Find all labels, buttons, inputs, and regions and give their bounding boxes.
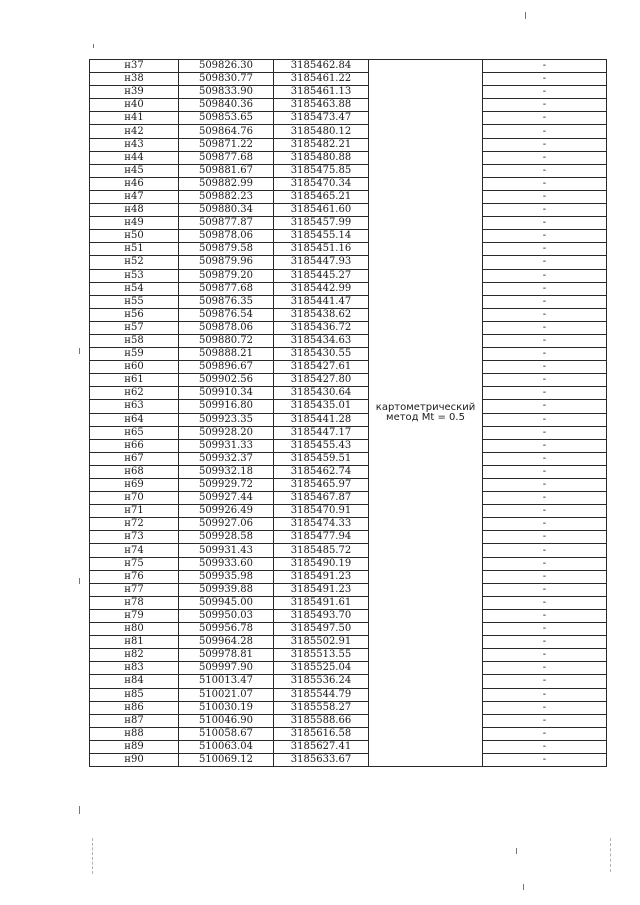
dash-cell: - — [483, 688, 607, 701]
point-id-cell: н50 — [90, 230, 179, 243]
method-line-1: картометрический — [375, 402, 476, 414]
x-coordinate-cell: 510058.67 — [179, 727, 274, 740]
x-coordinate-cell: 509876.35 — [179, 295, 274, 308]
point-id-cell: н51 — [90, 243, 179, 256]
table-row — [90, 675, 607, 688]
dash-cell: - — [483, 295, 607, 308]
dash-cell: - — [483, 649, 607, 662]
table-row — [90, 138, 607, 151]
table-row — [90, 479, 607, 492]
dash-cell: - — [483, 727, 607, 740]
dash-cell: - — [483, 439, 607, 452]
dash-cell: - — [483, 361, 607, 374]
scan-speck — [525, 12, 526, 19]
dash-cell: - — [483, 740, 607, 753]
table-row — [90, 321, 607, 334]
y-coordinate-cell: 3185470.34 — [274, 177, 369, 190]
x-coordinate-cell: 509880.34 — [179, 204, 274, 217]
x-coordinate-cell: 509877.68 — [179, 151, 274, 164]
y-coordinate-cell: 3185616.58 — [274, 727, 369, 740]
table-row — [90, 217, 607, 230]
x-coordinate-cell: 510030.19 — [179, 701, 274, 714]
point-id-cell: н73 — [90, 531, 179, 544]
x-coordinate-cell: 509928.20 — [179, 426, 274, 439]
x-coordinate-cell: 509931.33 — [179, 439, 274, 452]
dash-cell: - — [483, 465, 607, 478]
y-coordinate-cell: 3185441.47 — [274, 295, 369, 308]
dash-cell: - — [483, 479, 607, 492]
x-coordinate-cell: 509945.00 — [179, 596, 274, 609]
x-coordinate-cell: 509929.72 — [179, 479, 274, 492]
dash-cell: - — [483, 374, 607, 387]
x-coordinate-cell: 509896.67 — [179, 361, 274, 374]
point-id-cell: н66 — [90, 439, 179, 452]
point-id-cell: н83 — [90, 662, 179, 675]
y-coordinate-cell: 3185461.22 — [274, 73, 369, 86]
x-coordinate-cell: 509879.96 — [179, 256, 274, 269]
table-row — [90, 99, 607, 112]
x-coordinate-cell: 510021.07 — [179, 688, 274, 701]
point-id-cell: н72 — [90, 518, 179, 531]
point-id-cell: н54 — [90, 282, 179, 295]
point-id-cell: н88 — [90, 727, 179, 740]
dash-cell: - — [483, 609, 607, 622]
y-coordinate-cell: 3185455.14 — [274, 230, 369, 243]
y-coordinate-cell: 3185544.79 — [274, 688, 369, 701]
table-row — [90, 387, 607, 400]
x-coordinate-cell: 509881.67 — [179, 164, 274, 177]
table-row — [90, 190, 607, 203]
x-coordinate-cell: 509928.58 — [179, 531, 274, 544]
x-coordinate-cell: 509939.88 — [179, 583, 274, 596]
table-row — [90, 295, 607, 308]
coordinates-table-body — [90, 60, 607, 767]
point-id-cell: н70 — [90, 492, 179, 505]
point-id-cell: н37 — [90, 60, 179, 73]
point-id-cell: н46 — [90, 177, 179, 190]
dash-cell: - — [483, 190, 607, 203]
dash-cell: - — [483, 400, 607, 413]
y-coordinate-cell: 3185491.61 — [274, 596, 369, 609]
dash-cell: - — [483, 413, 607, 426]
dash-cell: - — [483, 596, 607, 609]
table-row — [90, 374, 607, 387]
table-row — [90, 636, 607, 649]
dash-cell: - — [483, 570, 607, 583]
x-coordinate-cell: 509853.65 — [179, 112, 274, 125]
point-id-cell: н80 — [90, 623, 179, 636]
y-coordinate-cell: 3185485.72 — [274, 544, 369, 557]
table-row — [90, 361, 607, 374]
point-id-cell: н90 — [90, 753, 179, 766]
x-coordinate-cell: 509880.72 — [179, 334, 274, 347]
table-row — [90, 701, 607, 714]
x-coordinate-cell: 509840.36 — [179, 99, 274, 112]
x-coordinate-cell: 509871.22 — [179, 138, 274, 151]
point-id-cell: н75 — [90, 557, 179, 570]
point-id-cell: н71 — [90, 505, 179, 518]
scan-speck — [79, 806, 80, 814]
y-coordinate-cell: 3185463.88 — [274, 99, 369, 112]
y-coordinate-cell: 3185462.74 — [274, 465, 369, 478]
dash-cell: - — [483, 86, 607, 99]
dash-cell: - — [483, 531, 607, 544]
y-coordinate-cell: 3185451.16 — [274, 243, 369, 256]
dash-cell: - — [483, 518, 607, 531]
table-row — [90, 256, 607, 269]
dash-cell: - — [483, 269, 607, 282]
point-id-cell: н69 — [90, 479, 179, 492]
y-coordinate-cell: 3185490.19 — [274, 557, 369, 570]
point-id-cell: н44 — [90, 151, 179, 164]
table-row — [90, 544, 607, 557]
x-coordinate-cell: 510069.12 — [179, 753, 274, 766]
table-row — [90, 125, 607, 138]
dash-cell: - — [483, 492, 607, 505]
y-coordinate-cell: 3185434.63 — [274, 334, 369, 347]
dash-cell: - — [483, 112, 607, 125]
dash-cell: - — [483, 321, 607, 334]
dash-cell: - — [483, 73, 607, 86]
y-coordinate-cell: 3185427.80 — [274, 374, 369, 387]
table-row — [90, 649, 607, 662]
dash-cell: - — [483, 348, 607, 361]
y-coordinate-cell: 3185475.85 — [274, 164, 369, 177]
scan-speck — [79, 348, 80, 354]
table-row — [90, 112, 607, 125]
y-coordinate-cell: 3185473.47 — [274, 112, 369, 125]
table-row — [90, 400, 607, 413]
x-coordinate-cell: 509931.43 — [179, 544, 274, 557]
dash-cell: - — [483, 230, 607, 243]
point-id-cell: н52 — [90, 256, 179, 269]
dash-cell: - — [483, 662, 607, 675]
dash-cell: - — [483, 243, 607, 256]
x-coordinate-cell: 509927.44 — [179, 492, 274, 505]
x-coordinate-cell: 509877.68 — [179, 282, 274, 295]
x-coordinate-cell: 509964.28 — [179, 636, 274, 649]
point-id-cell: н82 — [90, 649, 179, 662]
x-coordinate-cell: 509932.18 — [179, 465, 274, 478]
y-coordinate-cell: 3185502.91 — [274, 636, 369, 649]
point-id-cell: н39 — [90, 86, 179, 99]
dash-cell: - — [483, 204, 607, 217]
point-id-cell: н68 — [90, 465, 179, 478]
y-coordinate-cell: 3185430.64 — [274, 387, 369, 400]
y-coordinate-cell: 3185455.43 — [274, 439, 369, 452]
dash-cell: - — [483, 217, 607, 230]
table-row — [90, 596, 607, 609]
dash-cell: - — [483, 177, 607, 190]
point-id-cell: н78 — [90, 596, 179, 609]
y-coordinate-cell: 3185459.51 — [274, 452, 369, 465]
dash-cell: - — [483, 623, 607, 636]
table-row — [90, 662, 607, 675]
y-coordinate-cell: 3185436.72 — [274, 321, 369, 334]
table-row — [90, 609, 607, 622]
point-id-cell: н41 — [90, 112, 179, 125]
point-id-cell: н89 — [90, 740, 179, 753]
table-row — [90, 714, 607, 727]
x-coordinate-cell: 509950.03 — [179, 609, 274, 622]
point-id-cell: н55 — [90, 295, 179, 308]
y-coordinate-cell: 3185465.21 — [274, 190, 369, 203]
table-row — [90, 452, 607, 465]
table-row — [90, 177, 607, 190]
table-row — [90, 60, 607, 73]
dash-cell: - — [483, 164, 607, 177]
table-row — [90, 164, 607, 177]
x-coordinate-cell: 509833.90 — [179, 86, 274, 99]
x-coordinate-cell: 509878.06 — [179, 230, 274, 243]
table-row — [90, 465, 607, 478]
y-coordinate-cell: 3185497.50 — [274, 623, 369, 636]
x-coordinate-cell: 509902.56 — [179, 374, 274, 387]
x-coordinate-cell: 509978.81 — [179, 649, 274, 662]
table-row — [90, 230, 607, 243]
point-id-cell: н40 — [90, 99, 179, 112]
point-id-cell: н60 — [90, 361, 179, 374]
table-row — [90, 518, 607, 531]
point-id-cell: н87 — [90, 714, 179, 727]
y-coordinate-cell: 3185447.93 — [274, 256, 369, 269]
y-coordinate-cell: 3185435.01 — [274, 400, 369, 413]
x-coordinate-cell: 509956.78 — [179, 623, 274, 636]
x-coordinate-cell: 509932.37 — [179, 452, 274, 465]
y-coordinate-cell: 3185493.70 — [274, 609, 369, 622]
table-row — [90, 243, 607, 256]
dash-cell: - — [483, 138, 607, 151]
method-cell — [369, 60, 483, 767]
point-id-cell: н49 — [90, 217, 179, 230]
y-coordinate-cell: 3185513.55 — [274, 649, 369, 662]
x-coordinate-cell: 509888.21 — [179, 348, 274, 361]
point-id-cell: н62 — [90, 387, 179, 400]
point-id-cell: н81 — [90, 636, 179, 649]
dash-cell: - — [483, 99, 607, 112]
scan-ghost-line — [610, 838, 611, 872]
table-row — [90, 505, 607, 518]
x-coordinate-cell: 509926.49 — [179, 505, 274, 518]
table-row — [90, 740, 607, 753]
coordinates-table — [89, 59, 607, 767]
method-line-2: метод Mt = 0.5 — [386, 412, 465, 424]
table-row — [90, 269, 607, 282]
dash-cell: - — [483, 675, 607, 688]
x-coordinate-cell: 509882.99 — [179, 177, 274, 190]
table-row — [90, 753, 607, 766]
dash-cell: - — [483, 544, 607, 557]
y-coordinate-cell: 3185525.04 — [274, 662, 369, 675]
scan-speck — [516, 848, 517, 854]
scan-speck — [523, 884, 524, 890]
dash-cell: - — [483, 334, 607, 347]
y-coordinate-cell: 3185536.24 — [274, 675, 369, 688]
x-coordinate-cell: 509876.54 — [179, 308, 274, 321]
point-id-cell: н43 — [90, 138, 179, 151]
x-coordinate-cell: 509935.98 — [179, 570, 274, 583]
x-coordinate-cell: 509879.20 — [179, 269, 274, 282]
dash-cell: - — [483, 282, 607, 295]
point-id-cell: н85 — [90, 688, 179, 701]
scan-speck — [93, 44, 94, 48]
y-coordinate-cell: 3185474.33 — [274, 518, 369, 531]
table-row — [90, 727, 607, 740]
table-row — [90, 492, 607, 505]
dash-cell: - — [483, 426, 607, 439]
x-coordinate-cell: 509927.06 — [179, 518, 274, 531]
point-id-cell: н47 — [90, 190, 179, 203]
point-id-cell: н74 — [90, 544, 179, 557]
point-id-cell: н79 — [90, 609, 179, 622]
table-row — [90, 308, 607, 321]
x-coordinate-cell: 509923.35 — [179, 413, 274, 426]
dash-cell: - — [483, 256, 607, 269]
x-coordinate-cell: 509933.60 — [179, 557, 274, 570]
scan-speck — [79, 578, 80, 584]
point-id-cell: н58 — [90, 334, 179, 347]
y-coordinate-cell: 3185491.23 — [274, 583, 369, 596]
x-coordinate-cell: 509826.30 — [179, 60, 274, 73]
x-coordinate-cell: 509830.77 — [179, 73, 274, 86]
y-coordinate-cell: 3185627.41 — [274, 740, 369, 753]
y-coordinate-cell: 3185427.61 — [274, 361, 369, 374]
y-coordinate-cell: 3185633.67 — [274, 753, 369, 766]
y-coordinate-cell: 3185491.23 — [274, 570, 369, 583]
y-coordinate-cell: 3185558.27 — [274, 701, 369, 714]
point-id-cell: н77 — [90, 583, 179, 596]
point-id-cell: н48 — [90, 204, 179, 217]
y-coordinate-cell: 3185467.87 — [274, 492, 369, 505]
dash-cell: - — [483, 308, 607, 321]
table-row — [90, 413, 607, 426]
y-coordinate-cell: 3185465.97 — [274, 479, 369, 492]
x-coordinate-cell: 509878.06 — [179, 321, 274, 334]
dash-cell: - — [483, 583, 607, 596]
dash-cell: - — [483, 557, 607, 570]
x-coordinate-cell: 509916.80 — [179, 400, 274, 413]
point-id-cell: н64 — [90, 413, 179, 426]
x-coordinate-cell: 510046.90 — [179, 714, 274, 727]
table-row — [90, 557, 607, 570]
x-coordinate-cell: 510013.47 — [179, 675, 274, 688]
x-coordinate-cell: 509997.90 — [179, 662, 274, 675]
table-row — [90, 531, 607, 544]
y-coordinate-cell: 3185441.28 — [274, 413, 369, 426]
dash-cell: - — [483, 125, 607, 138]
y-coordinate-cell: 3185457.99 — [274, 217, 369, 230]
table-row — [90, 73, 607, 86]
table-row — [90, 688, 607, 701]
dash-cell: - — [483, 505, 607, 518]
y-coordinate-cell: 3185430.55 — [274, 348, 369, 361]
point-id-cell: н45 — [90, 164, 179, 177]
x-coordinate-cell: 509882.23 — [179, 190, 274, 203]
dash-cell: - — [483, 151, 607, 164]
table-row — [90, 623, 607, 636]
y-coordinate-cell: 3185442.99 — [274, 282, 369, 295]
x-coordinate-cell: 510063.04 — [179, 740, 274, 753]
point-id-cell: н59 — [90, 348, 179, 361]
table-row — [90, 348, 607, 361]
point-id-cell: н56 — [90, 308, 179, 321]
point-id-cell: н63 — [90, 400, 179, 413]
table-row — [90, 570, 607, 583]
y-coordinate-cell: 3185470.91 — [274, 505, 369, 518]
dash-cell: - — [483, 387, 607, 400]
y-coordinate-cell: 3185461.60 — [274, 204, 369, 217]
y-coordinate-cell: 3185447.17 — [274, 426, 369, 439]
table-row — [90, 439, 607, 452]
table-row — [90, 151, 607, 164]
dash-cell: - — [483, 452, 607, 465]
y-coordinate-cell: 3185482.21 — [274, 138, 369, 151]
table-row — [90, 86, 607, 99]
x-coordinate-cell: 509879.58 — [179, 243, 274, 256]
y-coordinate-cell: 3185588.66 — [274, 714, 369, 727]
point-id-cell: н84 — [90, 675, 179, 688]
y-coordinate-cell: 3185445.27 — [274, 269, 369, 282]
dash-cell: - — [483, 701, 607, 714]
table-row — [90, 282, 607, 295]
dash-cell: - — [483, 753, 607, 766]
point-id-cell: н42 — [90, 125, 179, 138]
scan-ghost-line — [92, 838, 93, 874]
point-id-cell: н61 — [90, 374, 179, 387]
x-coordinate-cell: 509864.76 — [179, 125, 274, 138]
point-id-cell: н67 — [90, 452, 179, 465]
table-row — [90, 334, 607, 347]
y-coordinate-cell: 3185461.13 — [274, 86, 369, 99]
x-coordinate-cell: 509910.34 — [179, 387, 274, 400]
table-row — [90, 426, 607, 439]
dash-cell: - — [483, 714, 607, 727]
point-id-cell: н53 — [90, 269, 179, 282]
point-id-cell: н38 — [90, 73, 179, 86]
point-id-cell: н65 — [90, 426, 179, 439]
y-coordinate-cell: 3185462.84 — [274, 60, 369, 73]
dash-cell: - — [483, 636, 607, 649]
y-coordinate-cell: 3185438.62 — [274, 308, 369, 321]
y-coordinate-cell: 3185477.94 — [274, 531, 369, 544]
x-coordinate-cell: 509877.87 — [179, 217, 274, 230]
dash-cell: - — [483, 60, 607, 73]
y-coordinate-cell: 3185480.12 — [274, 125, 369, 138]
point-id-cell: н57 — [90, 321, 179, 334]
point-id-cell: н86 — [90, 701, 179, 714]
table-row — [90, 204, 607, 217]
point-id-cell: н76 — [90, 570, 179, 583]
table-row — [90, 583, 607, 596]
y-coordinate-cell: 3185480.88 — [274, 151, 369, 164]
